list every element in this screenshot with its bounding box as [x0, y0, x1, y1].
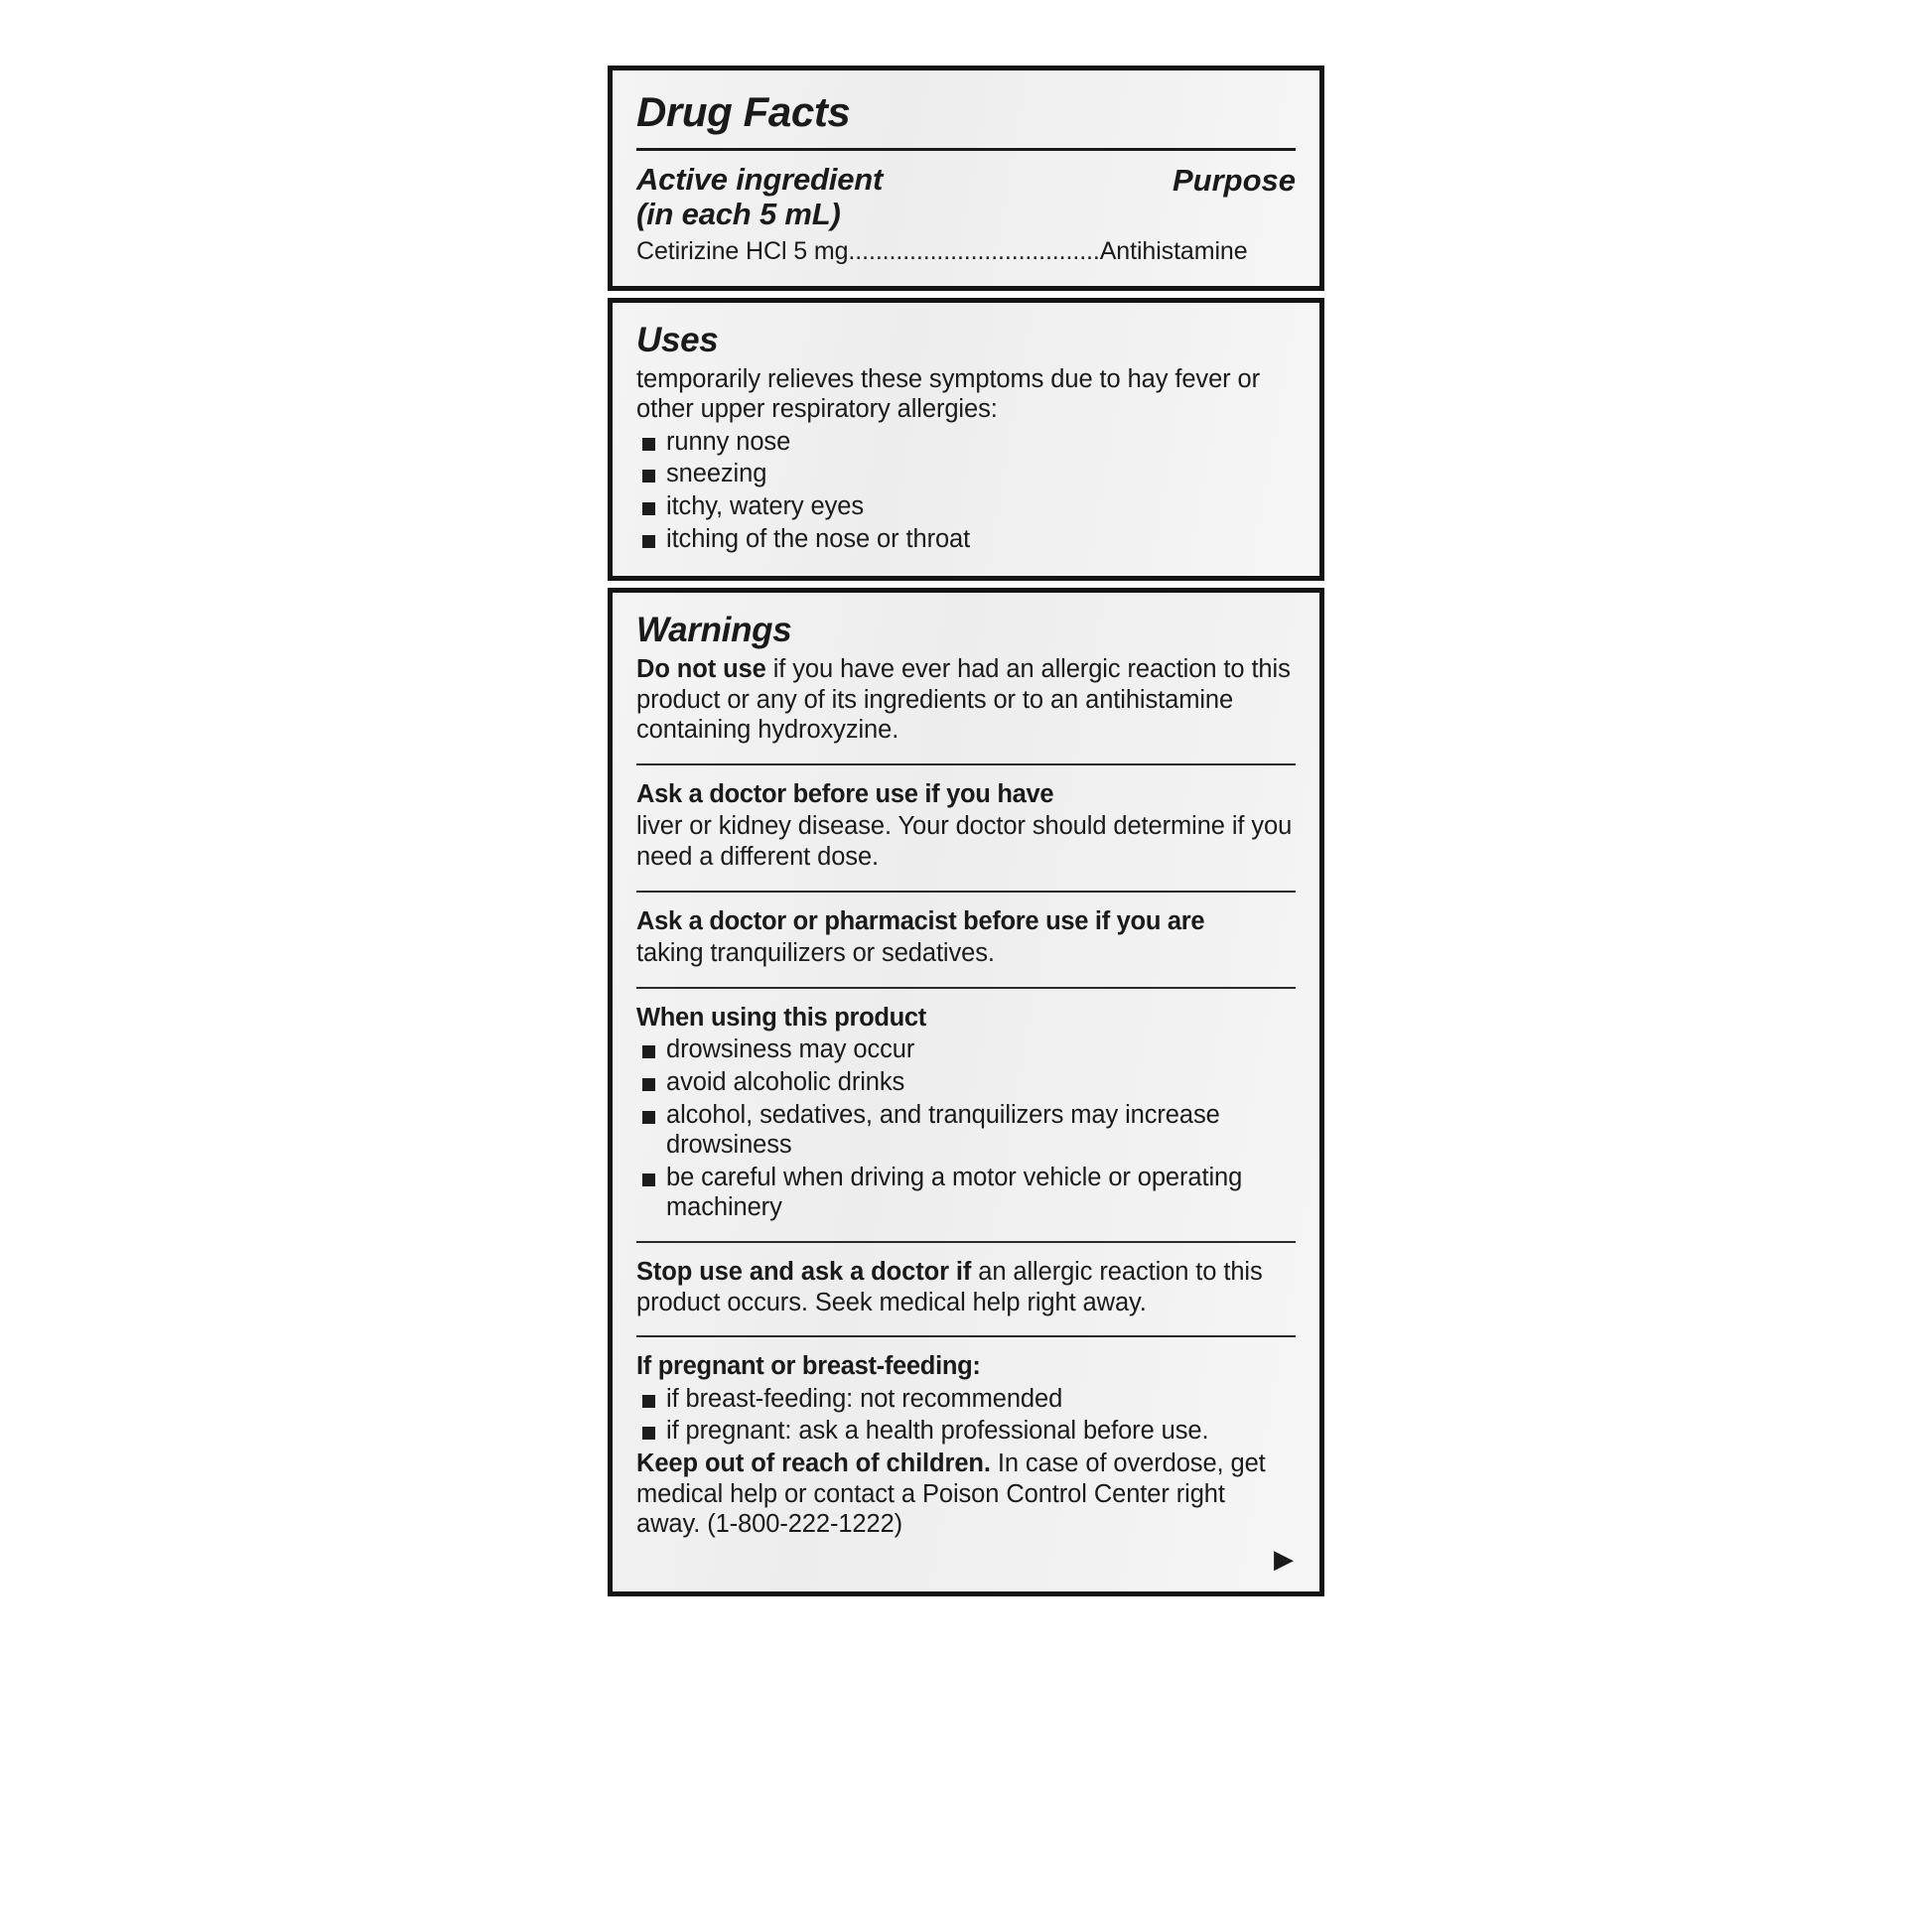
warning-when-using-list: [636, 1035, 1296, 1223]
list-item: itchy, watery eyes: [636, 491, 1296, 522]
divider-4: [636, 1241, 1296, 1243]
list-item: itching of the nose or throat: [636, 524, 1296, 555]
drug-facts-label: [608, 66, 1324, 1596]
warning-stop-use-label: Stop use and ask a doctor if: [636, 1258, 972, 1286]
warning-ask-doctor-text: liver or kidney disease. Your doctor should determine if you need a different dose.: [636, 812, 1293, 872]
divider-2: [636, 891, 1296, 893]
list-item: runny nose: [636, 427, 1296, 458]
warning-keep-out-of-reach: [636, 1449, 1296, 1540]
divider-3: [636, 987, 1296, 989]
panel-warnings: [608, 588, 1324, 1596]
list-item: alcohol, sedatives, and tranquilizers may increase drowsiness: [636, 1100, 1296, 1161]
active-ingredient-heading-line1: Active ingredient: [636, 162, 884, 198]
list-item: be careful when driving a motor vehicle or operating machinery: [636, 1163, 1296, 1223]
warning-ask-doctor-pharmacist-label: Ask a doctor or pharmacist before use if you are: [636, 906, 1205, 935]
warning-when-using-label: When using this product: [636, 1003, 926, 1032]
panel-active-ingredient: [608, 66, 1324, 291]
panel-uses: [608, 298, 1324, 582]
active-ingredient-heading-line2: (in each 5 mL): [636, 196, 841, 231]
list-item: avoid alcoholic drinks: [636, 1067, 1296, 1098]
uses-list: [636, 427, 1296, 554]
divider-1: [636, 763, 1296, 765]
warning-stop-use: [636, 1257, 1296, 1317]
list-item: if breast-feeding: not recommended: [636, 1384, 1296, 1415]
warnings-heading: Warnings: [636, 611, 792, 650]
list-item: if pregnant: ask a health professional before use.: [636, 1416, 1296, 1447]
active-ingredient-header: [636, 163, 1296, 231]
warning-pregnancy-list: [636, 1384, 1296, 1447]
continued-arrow-icon: ▶: [1274, 1543, 1294, 1574]
divider-title: [636, 148, 1296, 151]
warning-do-not-use-label: Do not use: [636, 655, 766, 684]
list-item: sneezing: [636, 459, 1296, 489]
active-ingredient-heading: [636, 163, 883, 231]
purpose-heading: Purpose: [1172, 163, 1296, 199]
divider-5: [636, 1335, 1296, 1337]
warning-ask-doctor-pharmacist-text: taking tranquilizers or sedatives.: [636, 939, 995, 968]
uses-intro: temporarily relieves these symptoms due to hay fever or other upper respiratory allergies:: [636, 364, 1261, 424]
page-title: Drug Facts: [636, 88, 851, 135]
uses-heading: Uses: [636, 320, 719, 359]
warning-keep-out-label: Keep out of reach of children.: [636, 1449, 991, 1477]
warning-stop-use-text: an allergic reaction to this product occurs. Seek medical help right away.: [636, 1258, 1263, 1316]
warning-do-not-use-text: if you have ever had an allergic reaction to this product or any of its ingredients or to an antihistamine containing hydroxyzine.: [636, 655, 1291, 745]
warning-ask-doctor-label: Ask a doctor before use if you have: [636, 779, 1054, 808]
active-ingredient-entry: Cetirizine HCl 5 mg.....................................Antihistamine: [636, 236, 1248, 265]
warning-do-not-use: [636, 654, 1296, 746]
warning-pregnancy-label: If pregnant or breast-feeding:: [636, 1352, 981, 1381]
warning-keep-out-text: In case of overdose, get medical help or contact a Poison Control Center right away. (1-800-222-1222): [636, 1449, 1266, 1539]
list-item: drowsiness may occur: [636, 1035, 1296, 1065]
